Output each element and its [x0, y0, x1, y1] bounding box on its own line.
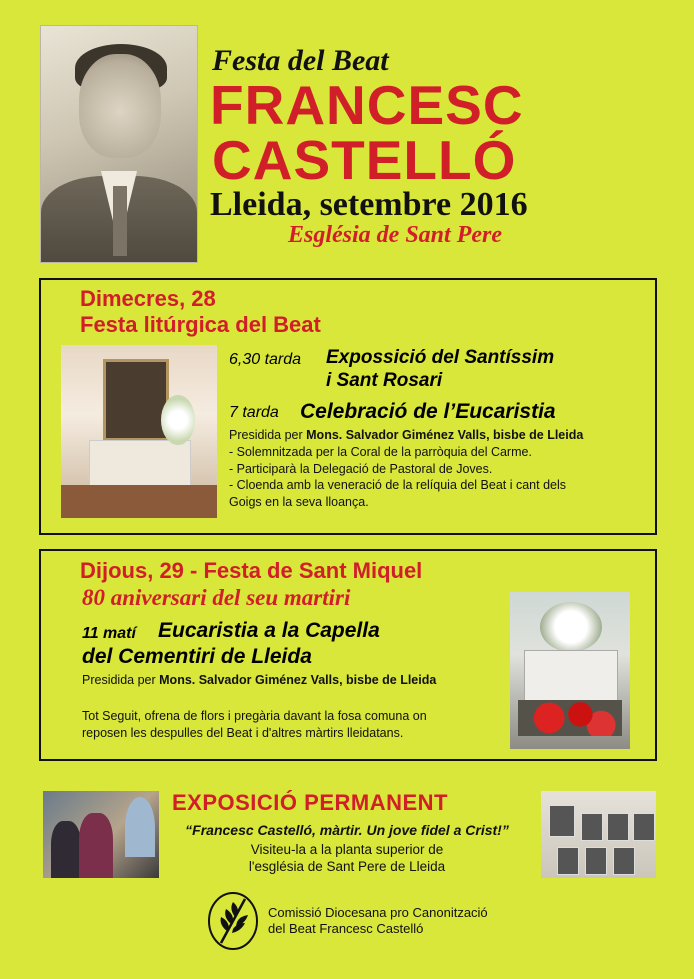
organization-name: [268, 905, 488, 937]
exhibition-photo-right: [541, 791, 656, 878]
visit-line: l'església de Sant Pere de Lleida: [248, 859, 446, 874]
note-line: - Cloenda amb la veneració de la relíquia del Beat i cant dels: [229, 478, 567, 492]
note-line: Goigs en la seva lloança.: [229, 494, 369, 509]
presided-prefix: Presidida per: [229, 428, 303, 442]
event2-time: 7 tarda: [229, 404, 279, 421]
presided-name: Mons. Salvador Giménez Valls, bisbe de Lleida: [306, 428, 584, 442]
day2-event-line1: Eucaristia a la Capella: [158, 619, 380, 642]
event1-title-line2: i Sant Rosari: [326, 370, 443, 391]
day1-subtitle: Festa litúrgica del Beat: [80, 312, 321, 337]
org-line: del Beat Francesc Castelló: [268, 921, 424, 936]
name-line2: CASTELLÓ: [212, 129, 517, 191]
note-line: reposen les despulles del Beat i d'altres màrtirs lleidatans.: [82, 725, 404, 740]
festa-title: Festa del Beat: [212, 44, 389, 77]
presided-prefix: Presidida per: [82, 673, 156, 687]
presided-name: Mons. Salvador Giménez Valls, bisbe de Lleida: [159, 673, 437, 687]
day1-notes: [229, 444, 645, 510]
chapel-photo: [61, 345, 217, 518]
exhibition-title: EXPOSICIÓ PERMANENT: [172, 790, 448, 815]
day1-date: Dimecres, 28: [80, 286, 216, 311]
church-name: Església de Sant Pere: [288, 222, 502, 248]
event1-time: 6,30 tarda: [229, 351, 302, 368]
org-line: Comissió Diocesana pro Canonització: [268, 905, 488, 920]
exhibition-quote: “Francesc Castelló, màrtir. Un jove fidel a Crist!”: [185, 822, 509, 838]
name-line1: FRANCESC: [210, 74, 524, 136]
event1-title-line1: Expossició del Santíssim: [326, 347, 555, 368]
day2-anniversary: 80 aniversari del seu martiri: [82, 585, 351, 610]
visit-line: Visiteu-la a la planta superior de: [250, 842, 444, 857]
event2-title: Celebració de l’Eucaristia: [300, 400, 556, 423]
cemetery-photo: [510, 592, 630, 749]
day2-date: Dijous, 29 - Festa de Sant Miquel: [80, 558, 423, 583]
note-line: - Solemnitzada per la Coral de la parròquia del Carme.: [229, 445, 532, 459]
note-line: Tot Seguit, ofrena de flors i pregària davant la fosa comuna on: [82, 709, 427, 723]
portrait-photo: [40, 25, 198, 263]
day2-note: [82, 708, 502, 741]
day2-presided: [82, 672, 502, 689]
exhibition-visit: [160, 841, 534, 875]
day2-event-line2: del Cementiri de Lleida: [82, 645, 312, 668]
place-date: Lleida, setembre 2016: [210, 186, 528, 223]
exhibition-photo-left: [43, 791, 159, 878]
day1-presided: [229, 427, 645, 444]
day2-event-time: 11 matí: [82, 625, 136, 642]
note-line: - Participarà la Delegació de Pastoral de Joves.: [229, 461, 493, 476]
commission-logo-icon: [207, 891, 259, 951]
